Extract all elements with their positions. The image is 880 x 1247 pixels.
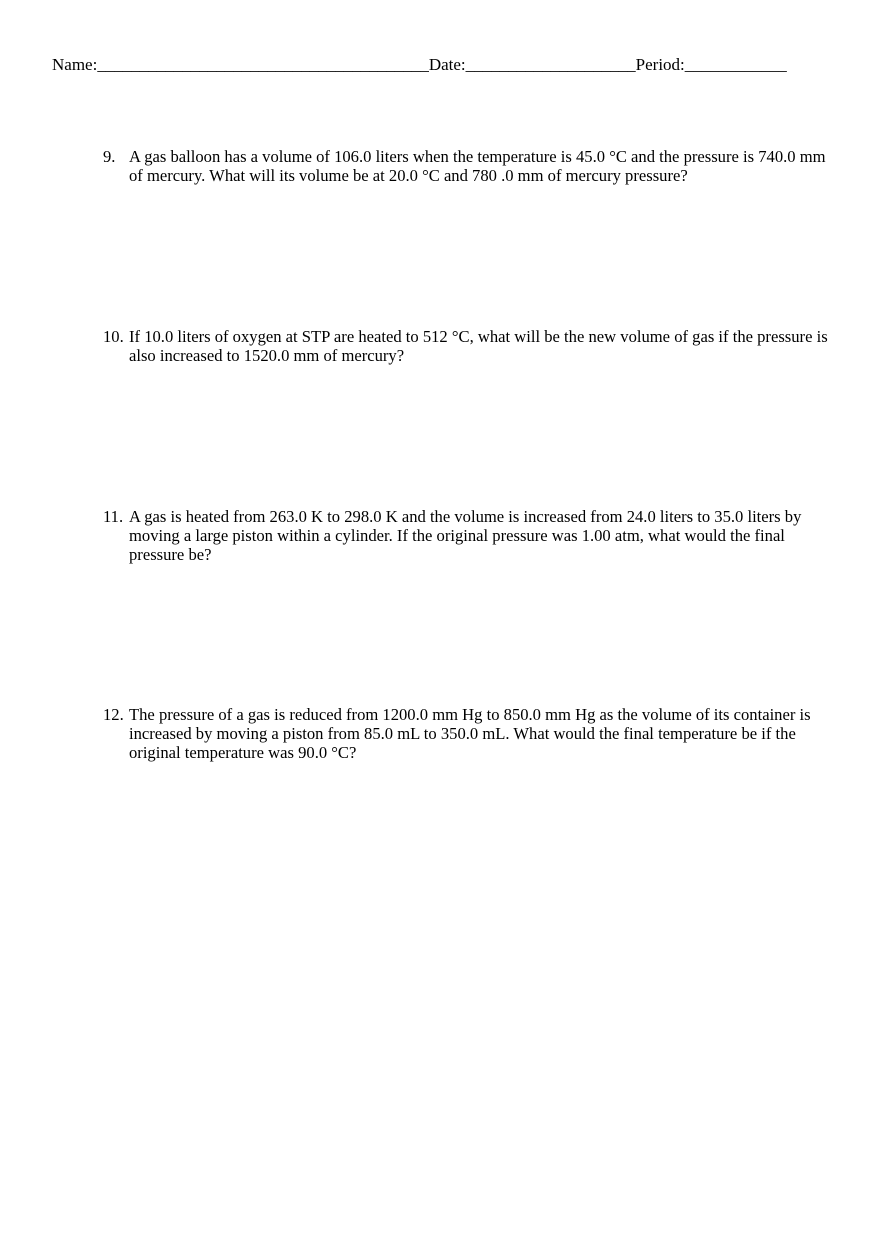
question-text: If 10.0 liters of oxygen at STP are heated to 512 °C, what will be the new volume of gas if the pressure is also increased to 1520.0 mm of mercury? [129,327,828,365]
name-blank: _______________________________________ [97,55,429,74]
question-number: 11. [103,507,124,526]
question-9 [103,147,828,185]
question-number: 9. [103,147,116,166]
date-blank: ____________________ [465,55,636,74]
question-text: A gas is heated from 263.0 K to 298.0 K and the volume is increased from 24.0 liters to 35.0 liters by moving a large piston within a cylinder. If the original pressure was 1.00 atm, what would the final pressure be? [129,507,802,564]
question-10 [103,327,828,365]
period-blank: ____________ [684,55,787,74]
question-number: 10. [103,327,124,346]
name-label: Name: [52,55,98,74]
student-info-header [52,54,832,76]
period-label: Period: [635,55,685,74]
date-label: Date: [428,55,466,74]
question-11 [103,507,828,564]
question-12 [103,705,828,762]
question-text: A gas balloon has a volume of 106.0 liters when the temperature is 45.0 °C and the pressure is 740.0 mm of mercury. What will its volume be at 20.0 °C and 780 .0 mm of mercury pressure? [129,147,826,185]
question-number: 12. [103,705,124,724]
question-text: The pressure of a gas is reduced from 1200.0 mm Hg to 850.0 mm Hg as the volume of its container is increased by moving a piston from 85.0 mL to 350.0 mL. What would the final temperature be if the original temperature was 90.0 °C? [129,705,811,762]
